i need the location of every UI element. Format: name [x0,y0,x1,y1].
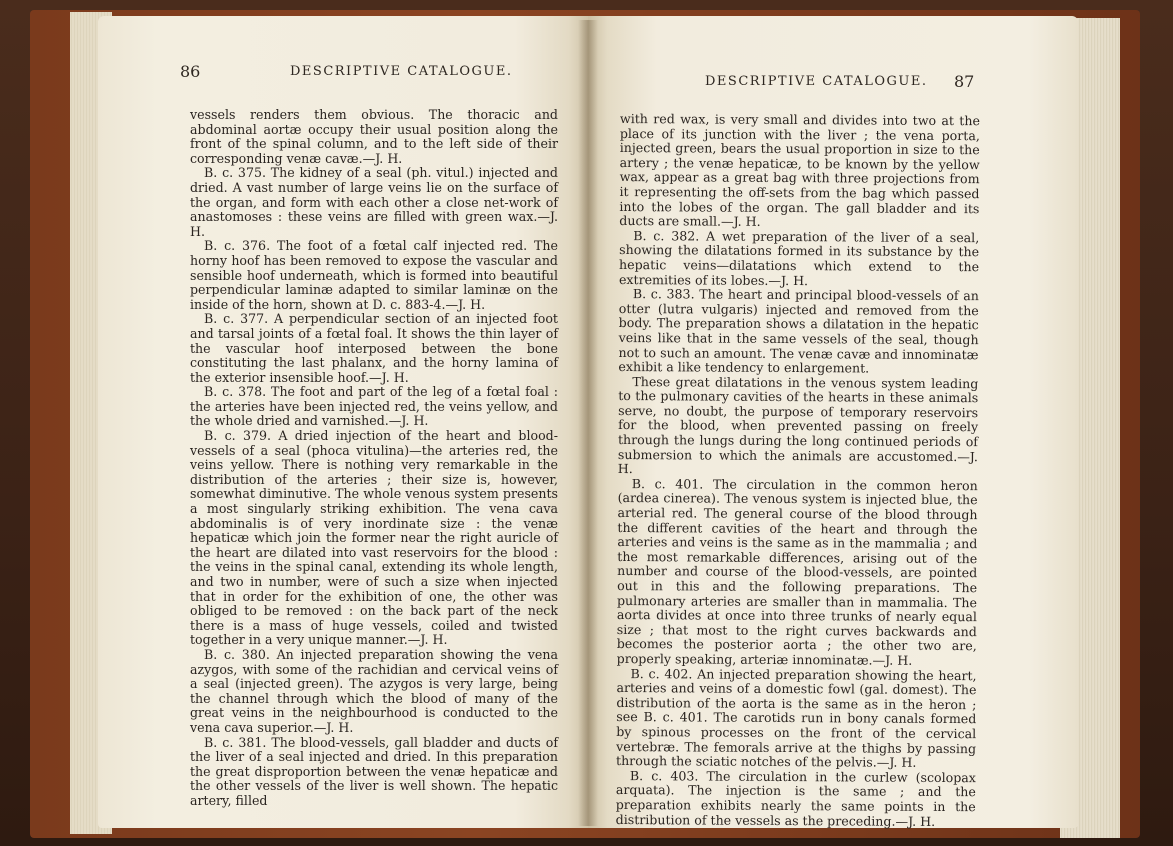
paragraph: vessels renders them obvious. The thoracic and abdominal aortæ occupy their usual position along the front of the spinal column, and to the left side of their corresponding venæ cavæ.—J. H. [190,107,558,166]
paragraph: B. c. 379. A dried injection of the heart and blood-vessels of a seal (phoca vitulina)—the arteries red, the veins yellow. There is nothing very remarkable in the distribution of the arteries ; their size is, however, somewhat diminutive. The whole venous system presents a most singularly striking exhibition. The vena cava abdominalis is of very inordinate size : the venæ hepaticæ which join the former near the right auricle of the heart are dilated into vast reservoirs for the blood : the veins in the spinal canal, extending its whole length, and two in number, were of such a size when injected that in order for the exhibition of one, the other was obliged to be removed : on the back part of the neck there is a mass of huge vessels, coiled and twisted together in a very unique manner.—J. H. [190,428,558,648]
right-page-number: 87 [954,72,975,91]
paragraph: B. c. 381. The blood-vessels, gall bladder and ducts of the liver of a seal injected and dried. In this preparation the great disproportion between the venæ hepaticæ and the other vessels of the liver is well shown. The hepatic artery, filled [190,734,558,808]
left-page-text [190,108,558,809]
paragraph: B. c. 401. The circulation in the common heron (ardea cinerea). The venous system is injected blue, the arterial red. The general course of the blood through the different cavities of the heart and through the arteries and veins is the same as in the mammalia ; and the most remarkable differences, arising out of the number and course of the blood-vessels, are pointed out in this and the following preparations. The pulmonary arteries are smaller than in mammalia. The aorta divides at once into three trunks of nearly equal size ; that most to the right curves backwards and becomes the posterior aorta ; the other two are, properly speaking, arteriæ innominatæ.—J. H. [616,475,978,668]
paragraph: B. c. 403. The circulation in the curlew (scolopax arquata). The injection is the same ; and the preparation exhibits nearly the same points in the distribution of the vessels as the preceding.—J. H. [615,767,976,829]
left-page-number: 86 [180,62,201,81]
paragraph: B. c. 380. An injected preparation showing the vena azygos, with some of the rachidian and cervical veins of a seal (injected green). The azygos is very large, being the channel through which the blood of many of the great veins in the neighbourhood is conducted to the vena cava superior.—J. H. [190,646,558,735]
paragraph: These great dilatations in the venous system leading to the pulmonary cavities of the hearts in these animals serve, no doubt, the purpose of temporary reservoirs for the blood, when prevented passing on freely through the lungs during the long continued periods of submersion to which the animals are accustomed.—J. H. [617,373,979,477]
paragraph: B. c. 383. The heart and principal blood-vessels of an otter (lutra vulgaris) injected and removed from the body. The preparation shows a dilatation in the hepatic veins like that in the same vessels of the seal, though not to such an amount. The venæ cavæ and innominatæ exhibit a like tendency to enlargement. [618,286,979,376]
book-gutter [578,20,598,826]
paragraph: B. c. 382. A wet preparation of the liver of a seal, showing the dilatations formed in its substance by the hepatic veins—dilatations which extend to the extremities of its lobes.—J. H. [618,227,980,288]
paragraph: B. c. 377. A perpendicular section of an injected foot and tarsal joints of a fœtal foal. It shows the thin layer of the vascular hoof interposed between the bone constituting the last phalanx, and the horny lamina of the exterior insensible hoof.—J. H. [190,311,558,385]
right-page-text [616,112,980,829]
left-running-head: DESCRIPTIVE CATALOGUE. [290,64,513,79]
paragraph: B. c. 402. An injected preparation showing the heart, arteries and veins of a domestic fowl (gal. domest). The distribution of the aorta is the same as in the heron ; see B. c. 401. The carotids run in bony canals formed by spinous processes on the front of the cervical vertebræ. The femorals arrive at the thighs by passing through the sciatic notches of the pelvis.—J. H. [615,665,977,770]
paragraph: B. c. 375. The kidney of a seal (ph. vitul.) injected and dried. A vast number of large veins lie on the surface of the organ, and form with each other a close net-work of anastomoses : these veins are filled with green wax.—J. H. [190,165,558,239]
paragraph: B. c. 376. The foot of a fœtal calf injected red. The horny hoof has been removed to expose the vascular and sensible hoof underneath, which is formed into beautiful perpendicular laminæ adapted to similar laminæ on the inside of the horn, shown at D. c. 883-4.—J. H. [190,238,558,312]
paragraph: with red wax, is very small and divides into two at the place of its junction with the liver ; the vena porta, injected green, bears the usual proportion in size to the artery ; the venæ hepaticæ, to be known by the yellow wax, appear as a great bag with three projections from it representing the off-sets from the bag which passed into the lobes of the organ. The gall bladder and its ducts are small.—J. H. [619,111,980,230]
right-running-head: DESCRIPTIVE CATALOGUE. [705,74,928,89]
paragraph: B. c. 378. The foot and part of the leg of a fœtal foal : the arteries have been injected red, the veins yellow, and the whole dried and varnished.—J. H. [190,384,558,429]
